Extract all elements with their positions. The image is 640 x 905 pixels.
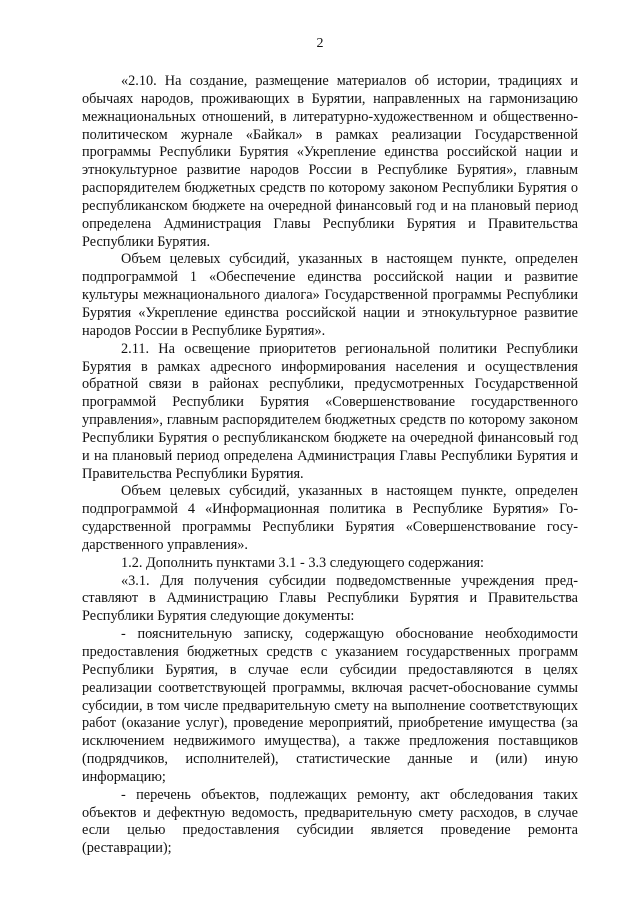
list-item-explanatory-note: - пояснительную записку, содержащую обоснование необходимости предоставления бюджетных средств с указанием государственных программ Республики Бурятия, в случае если субсидии предоставляются в целях реализации соответствующей программы, включая расчет-обоснование суммы субсидии, в том числе предварительную смету на выполнение соответствующих работ (оказание услуг), проведение мероприятий, приобретение имущества (за исключением недвижимого имущества), а также предложения поставщиков (подрядчиков, исполнителей), статистические данные и (или) иную информацию; [82,626,578,785]
paragraph-2-11-volume: Объем целевых субсидий, указанных в настоящем пункте, определен подпрограммой 4 «Информационная политика в Республике Бурятия» Государственной программы Республики Бурятия «Совершенствование государственного управления». [82,483,578,553]
paragraph-2-10: «2.10. На создание, размещение материалов об истории, традициях и обычаях народов, проживающих в Бурятии, направленных на гармонизацию межнациональных отношений, в литературно-художественном и общественно-политическом журнале «Байкал» в рамках реализации Государственной программы Республики Бурятия «Укрепление единства российской нации и этнокультурное развитие народов России в Республике Бурятия», главным распорядителем бюджетных средств по которому законом Республики Бурятия о республиканском бюджете на очередной финансовый год и на плановый период определена Администрация Главы Республики Бурятия и Правительства Республики Бурятия. [82,73,578,250]
document-body [82,73,578,858]
page-number: 2 [316,36,324,51]
paragraph-1-2: 1.2. Дополнить пунктами 3.1 - 3.3 следующего содержания: [121,554,485,571]
list-item-repair-objects: - перечень объектов, подлежащих ремонту, акт обследования таких объектов и дефектную ведомость, предварительную смету расходов, в случае если целью предоставления субсидии является проведение ремонта (реставрации); [82,786,578,857]
paragraph-2-11: 2.11. На освещение приоритетов региональной политики Республики Бурятия в рамках адресного информирования населения и осуществления обратной связи в районах республики, предусмотренных Государственной программой Республики Бурятия «Совершенствование государственного управления», главным распорядителем бюджетных средств по которому законом Республики Бурятия о республиканском бюджете на очередной финансовый год и на плановый период определена Администрация Главы Республики Бурятия и Правительства Республики Бурятия. [82,340,578,482]
paragraph-2-10-volume: Объем целевых субсидий, указанных в настоящем пункте, определен подпрограммой 1 «Обеспечение единства российской нации и развитие культуры межнационального диалога» Государственной программы Республики Бурятия «Укрепление единства российской нации и этнокультурное развитие народов России в Республике Бурятия». [82,251,578,339]
paragraph-3-1: «3.1. Для получения субсидии подведомственные учреждения представляют в Администрацию Главы Республики Бурятия и Правительства Республики Бурятия следующие документы: [82,572,578,625]
